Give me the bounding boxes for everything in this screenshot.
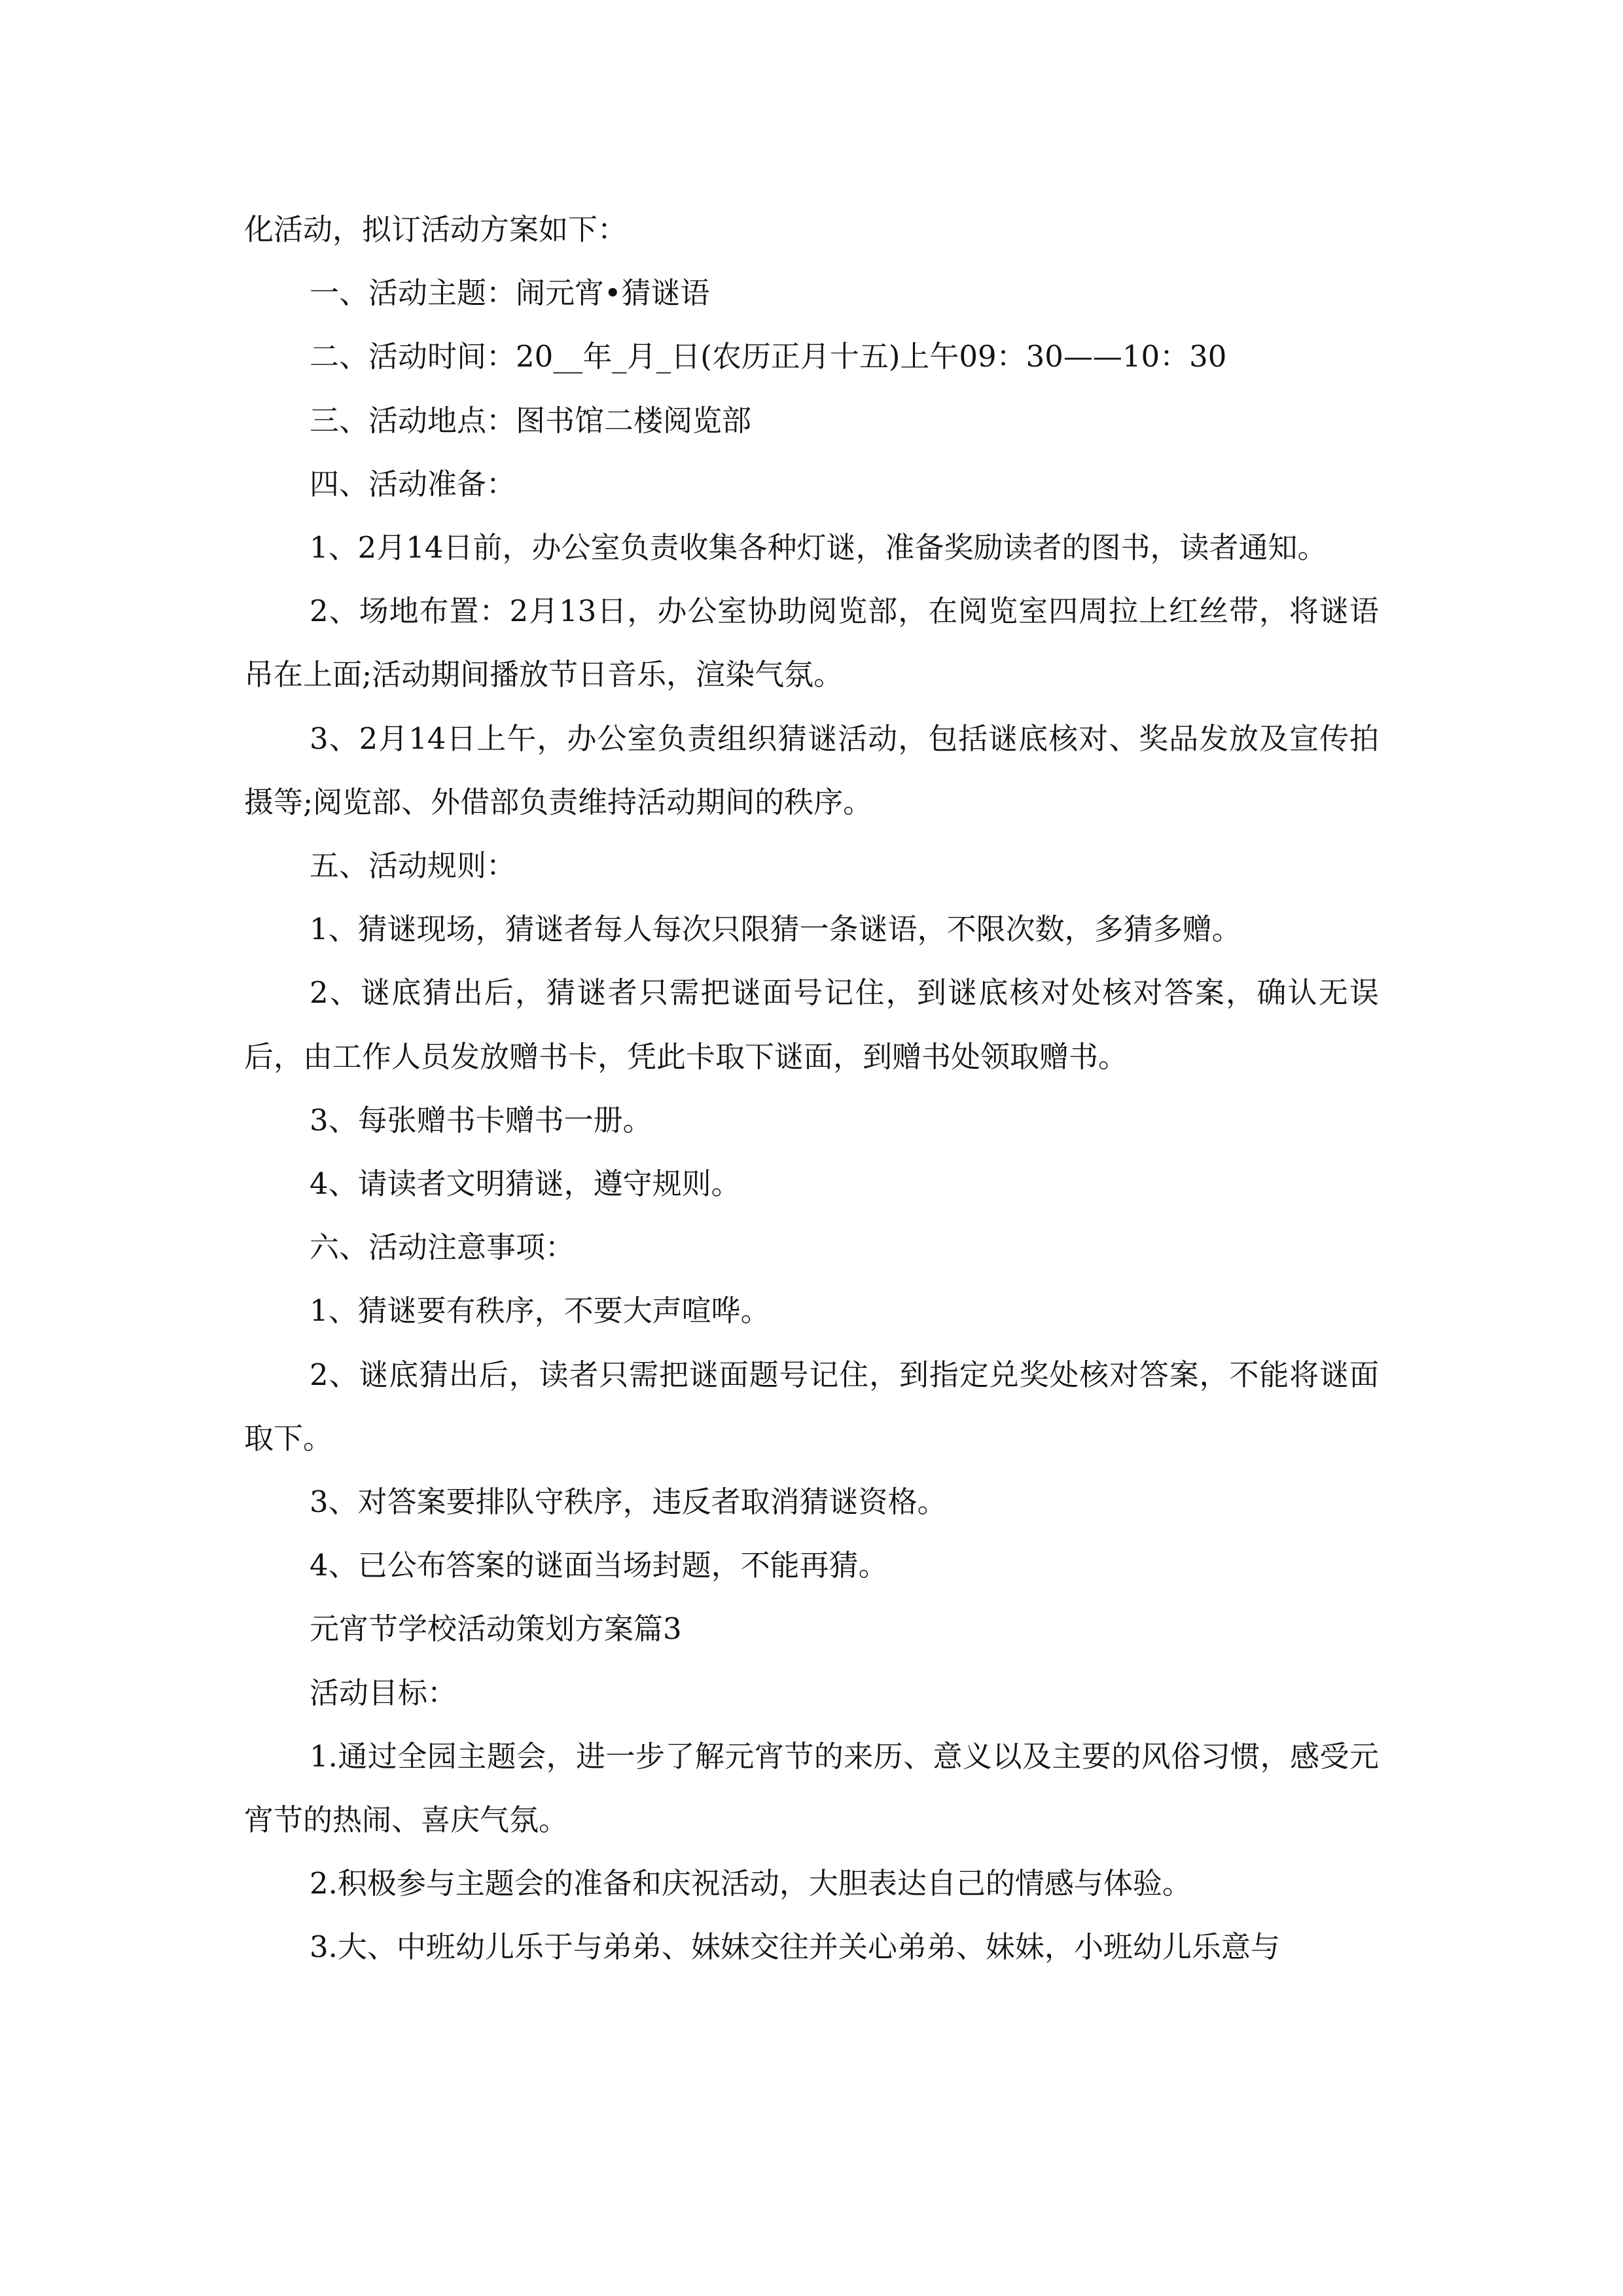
section-heading: 五、活动规则： <box>310 848 516 884</box>
paragraph: 4、请读者文明猜谜，遵守规则。 <box>310 1166 741 1202</box>
paragraph: 化活动，拟订活动方案如下： <box>244 212 628 247</box>
paragraph: 二、活动时间：20__年_月_日(农历正月十五)上午09：30——10：30 <box>310 339 1227 374</box>
paragraph: 三、活动地点：图书馆二楼阅览部 <box>310 403 752 438</box>
paragraph: 1、2月14日前，办公室负责收集各种灯谜，准备奖励读者的图书，读者通知。 <box>310 530 1327 565</box>
paragraph: 3、每张赠书卡赠书一册。 <box>310 1102 652 1138</box>
paragraph: 1、猜谜要有秩序，不要大声喧哗。 <box>310 1293 770 1329</box>
paragraph: 3、对答案要排队守秩序，违反者取消猜谜资格。 <box>310 1484 947 1520</box>
paragraph: 1、猜谜现场，猜谜者每人每次只限猜一条谜语，不限次数，多猜多赠。 <box>310 912 1241 947</box>
paragraph: 4、已公布答案的谜面当场封题，不能再猜。 <box>310 1548 888 1583</box>
paragraph: 3.大、中班幼儿乐于与弟弟、妹妹交往并关心弟弟、妹妹，小班幼儿乐意与 <box>310 1929 1280 1965</box>
paragraph: 1.通过全园主题会，进一步了解元宵节的来历、意义以及主要的风俗习惯，感受元宵节的热闹、喜庆气氛。 <box>244 1738 1379 1838</box>
paragraph: 一、活动主题：闹元宵•猜谜语 <box>310 276 710 311</box>
document-body <box>244 198 1379 1979</box>
paragraph: 2.积极参与主题会的准备和庆祝活动，大胆表达自己的情感与体验。 <box>310 1866 1192 1901</box>
section-heading: 六、活动注意事项： <box>310 1230 575 1265</box>
paragraph: 2、谜底猜出后，猜谜者只需把谜面号记住，到谜底核对处核对答案，确认无误后，由工作人员发放赠书卡，凭此卡取下谜面，到赠书处领取赠书。 <box>244 975 1379 1074</box>
section-heading: 四、活动准备： <box>310 466 516 501</box>
section-heading: 活动目标： <box>310 1675 457 1710</box>
paragraph: 2、场地布置：2月13日，办公室协助阅览部，在阅览室四周拉上红丝带，将谜语吊在上面;活动期间播放节日音乐，渲染气氛。 <box>244 594 1379 692</box>
article-title: 元宵节学校活动策划方案篇3 <box>310 1611 682 1647</box>
paragraph: 3、2月14日上午，办公室负责组织猜谜活动，包括谜底核对、奖品发放及宣传拍摄等;阅览部、外借部负责维持活动期间的秩序。 <box>244 721 1379 819</box>
paragraph: 2、谜底猜出后，读者只需把谜面题号记住，到指定兑奖处核对答案，不能将谜面取下。 <box>244 1357 1379 1456</box>
